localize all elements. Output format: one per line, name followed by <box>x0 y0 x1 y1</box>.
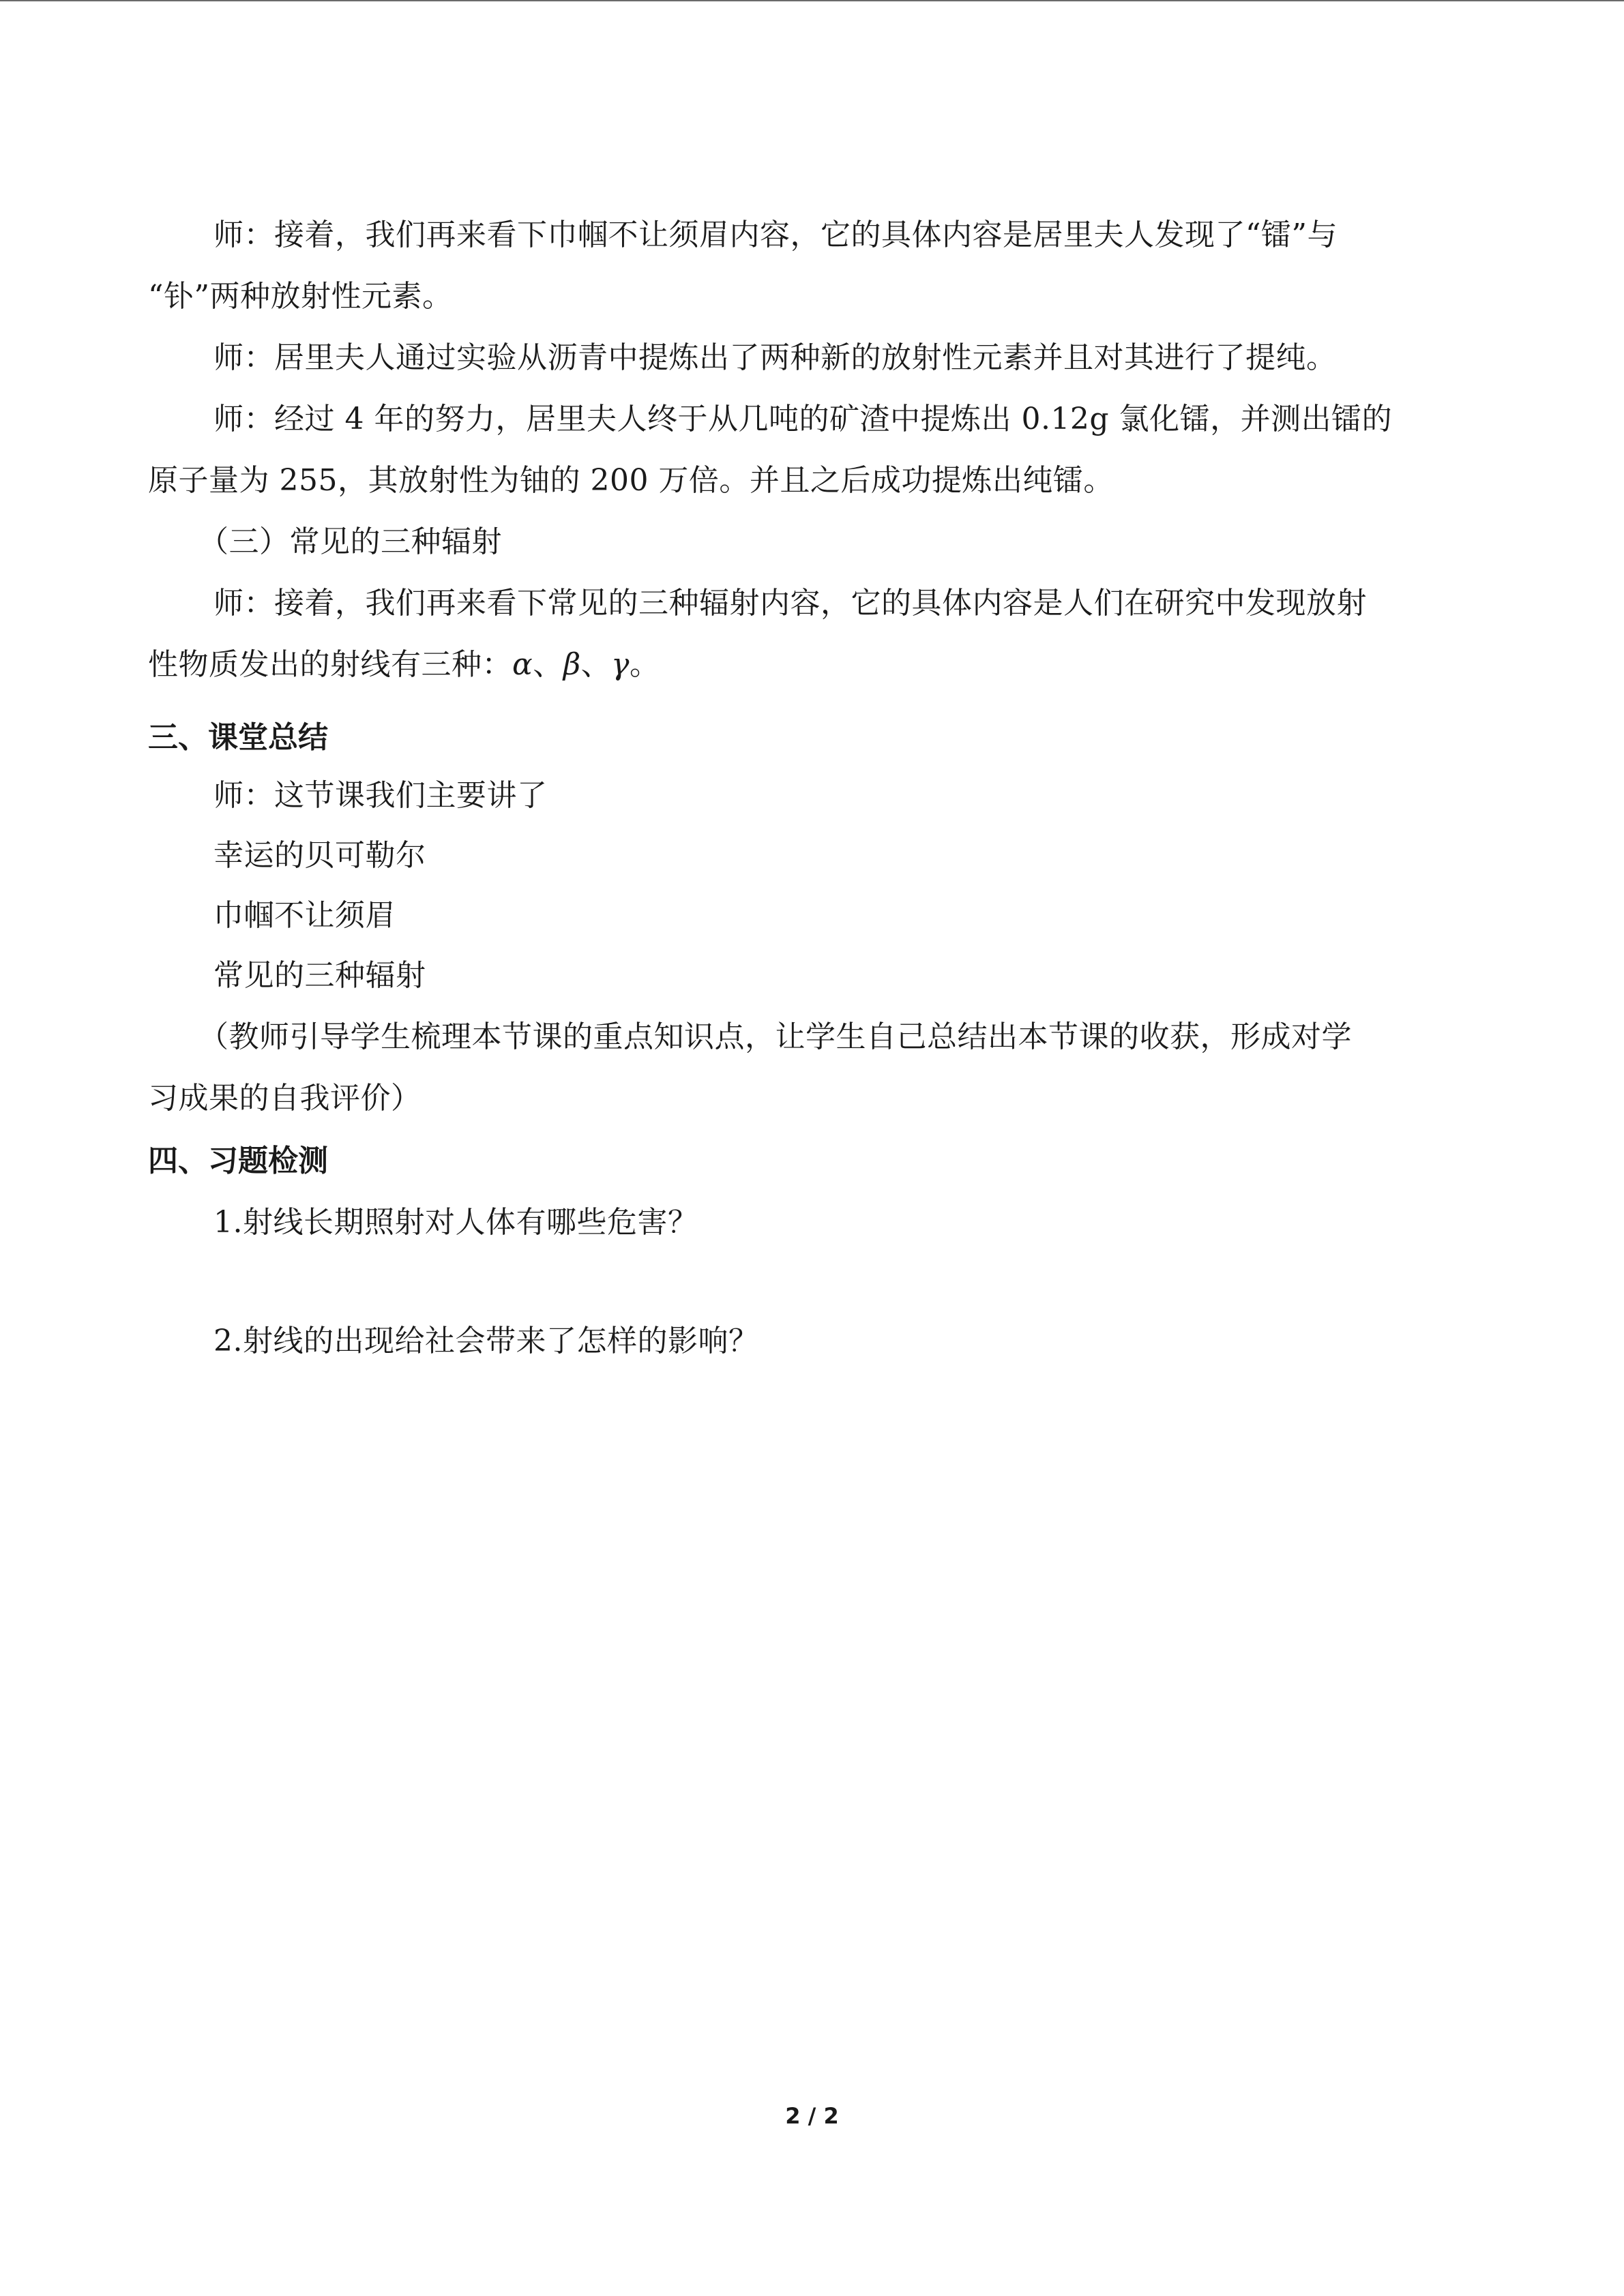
summary-intro: 师：这节课我们主要讲了 <box>213 778 548 813</box>
paragraph-four-years-line1: 师：经过 4 年的努力，居里夫人终于从几吨的矿渣中提炼出 0.12g 氯化镭，并测出镭的 <box>213 402 1393 436</box>
paragraph-three-radiations-line2 <box>148 634 1458 696</box>
paragraph-three-radiations-line1: 师：接着，我们再来看下常见的三种辐射内容，它的具体内容是人们在研究中发现放射 <box>213 586 1367 621</box>
beta-symbol: β <box>563 647 581 682</box>
paragraph-purification: 师：居里夫人通过实验从沥青中提炼出了两种新的放射性元素并且对其进行了提纯。 <box>213 340 1337 375</box>
summary-note-line2: 习成果的自我评价） <box>148 1081 422 1116</box>
period: 。 <box>629 647 660 682</box>
exercise-question-1: 1.射线长期照射对人体有哪些危害？ <box>213 1205 698 1240</box>
section-heading-summary: 三、课堂总结 <box>148 720 328 755</box>
separator: 、 <box>533 647 563 682</box>
top-border-line <box>0 0 1624 1</box>
exercise-question-2: 2.射线的出现给社会带来了怎样的影响？ <box>213 1324 759 1358</box>
radiation-prefix: 性物质发出的射线有三种： <box>148 647 512 682</box>
section-heading-exercises: 四、习题检测 <box>148 1144 328 1178</box>
gamma-symbol: γ <box>611 647 630 682</box>
alpha-symbol: α <box>512 647 533 682</box>
summary-item-curie: 巾帼不让须眉 <box>213 898 396 933</box>
summary-item-becquerel: 幸运的贝可勒尔 <box>213 838 426 873</box>
summary-note-line1: （教师引导学生梳理本节课的重点知识点，让学生自己总结出本节课的收获，形成对学 <box>198 1019 1352 1054</box>
summary-item-radiations: 常见的三种辐射 <box>213 958 426 993</box>
paragraph-radium-discovery-line1: 师：接着，我们再来看下巾帼不让须眉内容，它的具体内容是居里夫人发现了“镭”与 <box>213 218 1338 252</box>
separator: 、 <box>580 647 612 682</box>
page-number: 2 / 2 <box>785 2103 839 2129</box>
subheading-three-radiations: （三）常见的三种辐射 <box>198 524 502 559</box>
paragraph-four-years-line2: 原子量为 255，其放射性为铀的 200 万倍。并且之后成功提炼出纯镭。 <box>148 463 1114 498</box>
paragraph-radium-discovery-line2: “钋”两种放射性元素。 <box>148 279 453 314</box>
